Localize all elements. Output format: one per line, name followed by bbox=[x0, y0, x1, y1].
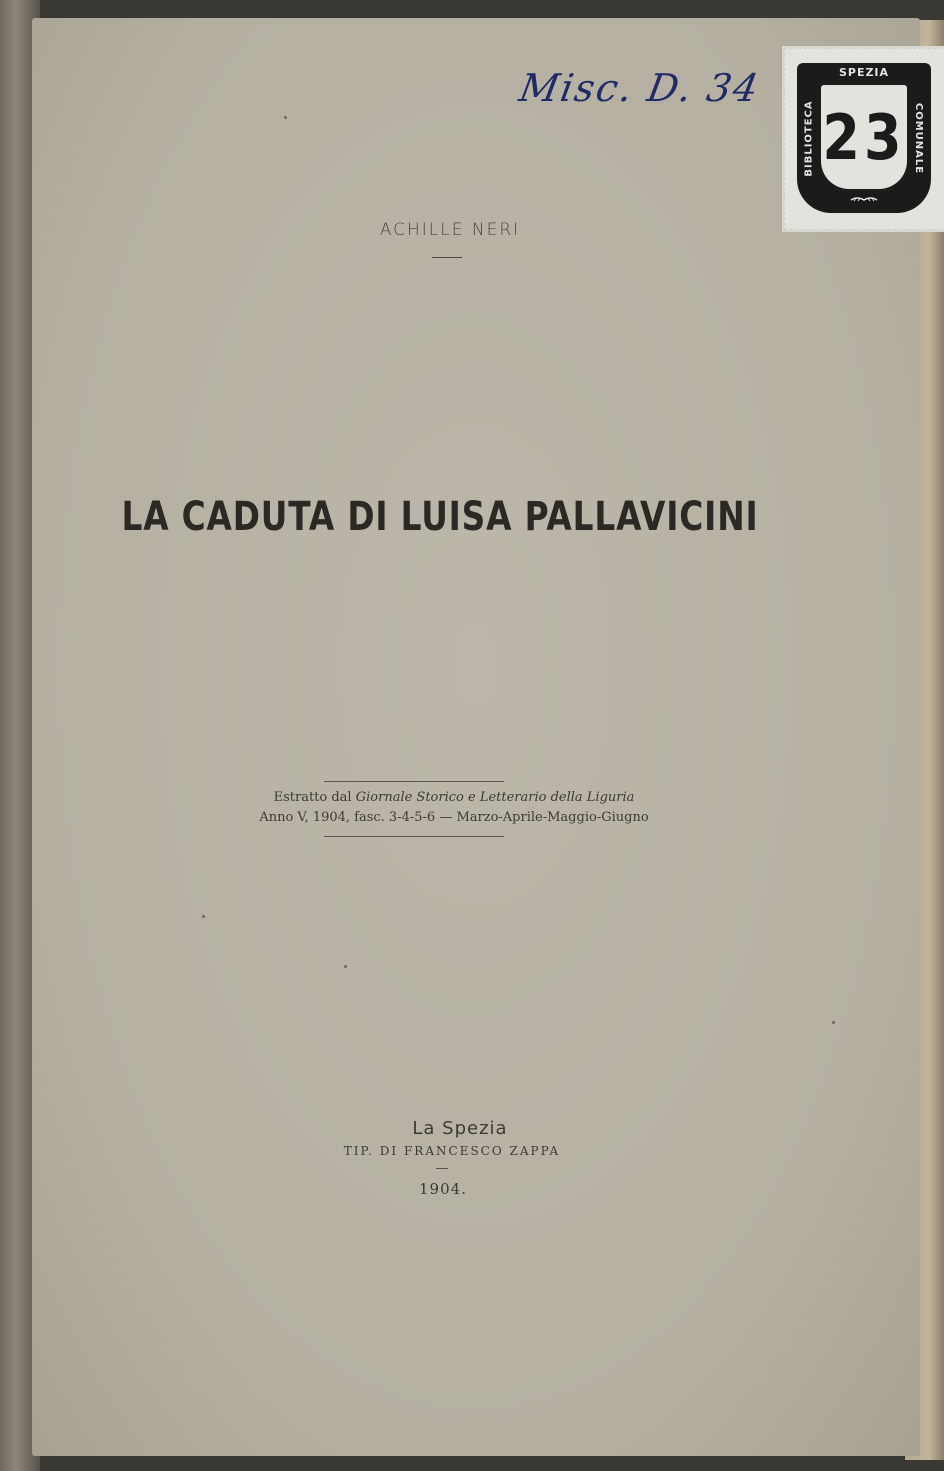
stamp-left-text-wrap bbox=[800, 83, 818, 193]
printer-rule bbox=[436, 1168, 448, 1169]
stamp-left-text: BIBLIOTECA bbox=[803, 99, 815, 177]
publication-year: 1904. bbox=[419, 1180, 467, 1198]
publisher-city: La Spezia bbox=[412, 1118, 508, 1139]
library-stamp bbox=[784, 48, 944, 230]
paper-speck bbox=[344, 965, 347, 968]
stamp-top-text: SPEZIA bbox=[838, 66, 890, 79]
extract-line-1 bbox=[32, 790, 876, 805]
paper-speck bbox=[202, 915, 205, 918]
extract-prefix: Estratto dal bbox=[273, 790, 352, 805]
journal-name: Giornale Storico e Letterario della Liguria bbox=[355, 790, 635, 805]
author-rule bbox=[432, 257, 462, 258]
stamp-number: 23 bbox=[822, 100, 906, 174]
handwritten-shelfmark: Misc. D. 34 bbox=[516, 66, 764, 110]
stamp-shield bbox=[797, 63, 931, 213]
author-name: ACHILLE NERI bbox=[379, 220, 521, 240]
publisher-printer: TIP. DI FRANCESCO ZAPPA bbox=[343, 1144, 561, 1158]
book-title: LA CADUTA DI LUISA PALLAVICINI bbox=[121, 494, 759, 540]
laurel-ornament-icon bbox=[849, 195, 879, 205]
stamp-right-text-wrap bbox=[910, 83, 928, 193]
top-rule bbox=[324, 781, 504, 782]
stamp-right-text: COMUNALE bbox=[913, 102, 925, 174]
paper-speck bbox=[832, 1021, 835, 1024]
extract-line-2: Anno V, 1904, fasc. 3-4-5-6 — Marzo-Aprile-Maggio-Giugno bbox=[259, 810, 649, 825]
paper-speck bbox=[284, 116, 287, 119]
stamp-number-box bbox=[821, 85, 907, 189]
bottom-rule bbox=[324, 836, 504, 837]
title-page bbox=[32, 18, 925, 1456]
